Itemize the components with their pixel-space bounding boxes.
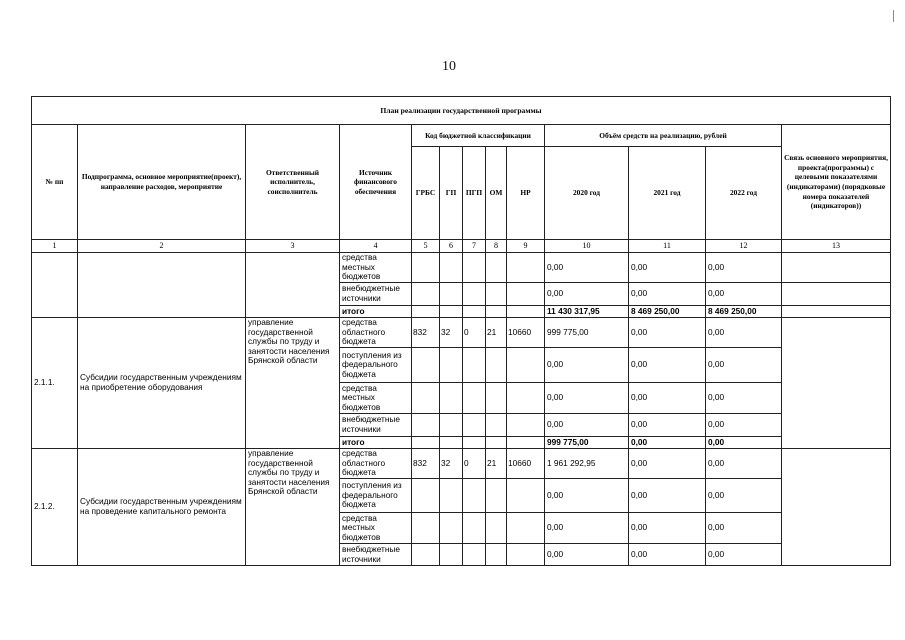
total-2021: 0,00 [629, 437, 706, 449]
total-2020: 999 775,00 [545, 437, 629, 449]
value-2021: 0,00 [629, 479, 706, 513]
plan-table [31, 96, 891, 566]
table-title: План реализации государственной программы [32, 97, 891, 125]
header-budget-code: Код бюджетной классификации [412, 125, 545, 147]
table-row [32, 449, 891, 479]
source-cell: средства местных бюджетов [340, 513, 412, 544]
table-row [32, 253, 891, 283]
total-2020: 11 430 317,95 [545, 306, 629, 318]
header-link: Связь основного мероприятия, проекта(программы) с целевыми показателями (индикаторами) (порядковые номера показателей (индикаторов)) [782, 125, 891, 240]
executor-cell: управление государственной службы по труду и занятости населения Брянской области [246, 318, 340, 449]
page-number: 10 [442, 59, 456, 74]
pgp-cell: 0 [463, 318, 486, 348]
header-2020: 2020 год [545, 147, 629, 240]
value-2021: 0,00 [629, 253, 706, 283]
source-cell: средства местных бюджетов [340, 253, 412, 283]
value-2021: 0,00 [629, 414, 706, 437]
value-2021: 0,00 [629, 348, 706, 383]
value-2021: 0,00 [629, 513, 706, 544]
value-2021: 0,00 [629, 449, 706, 479]
column-number: 4 [340, 240, 412, 253]
table-row [32, 318, 891, 348]
column-number: 6 [440, 240, 463, 253]
source-cell: итого [340, 306, 412, 318]
source-cell: средства местных бюджетов [340, 383, 412, 414]
column-number: 8 [486, 240, 507, 253]
column-number: 1 [32, 240, 78, 253]
source-cell: средства областного бюджета [340, 449, 412, 479]
value-2021: 0,00 [629, 318, 706, 348]
value-2022: 0,00 [706, 283, 782, 306]
value-2022: 0,00 [706, 383, 782, 414]
header-num: № пп [32, 125, 78, 240]
column-number: 12 [706, 240, 782, 253]
value-2022: 0,00 [706, 318, 782, 348]
value-2020: 1 961 292,95 [545, 449, 629, 479]
header-volume: Объём средств на реализацию, рублей [545, 125, 782, 147]
value-2022: 0,00 [706, 348, 782, 383]
value-2020: 999 775,00 [545, 318, 629, 348]
scan-mark [893, 10, 894, 22]
source-cell: итого [340, 437, 412, 449]
value-2020: 0,00 [545, 253, 629, 283]
header-source: Источник финансового обеспечения [340, 125, 412, 240]
column-number: 9 [507, 240, 545, 253]
header-np: НР [507, 147, 545, 240]
column-number: 2 [78, 240, 246, 253]
column-number: 5 [412, 240, 440, 253]
value-2020: 0,00 [545, 544, 629, 566]
total-2022: 0,00 [706, 437, 782, 449]
value-2020: 0,00 [545, 283, 629, 306]
executor-cell: управление государственной службы по труду и занятости населения Брянской области [246, 449, 340, 566]
np-cell: 10660 [507, 449, 545, 479]
grbs-cell: 832 [412, 318, 440, 348]
value-2022: 0,00 [706, 479, 782, 513]
header-pgp: ПГП [463, 147, 486, 240]
total-2022: 8 469 250,00 [706, 306, 782, 318]
source-cell: поступления из федерального бюджета [340, 348, 412, 383]
header-gp: ГП [440, 147, 463, 240]
value-2022: 0,00 [706, 253, 782, 283]
source-cell: поступления из федерального бюджета [340, 479, 412, 513]
column-number: 7 [463, 240, 486, 253]
value-2021: 0,00 [629, 544, 706, 566]
header-om: ОМ [486, 147, 507, 240]
om-cell: 21 [486, 318, 507, 348]
header-grbs: ГРБС [412, 147, 440, 240]
value-2022: 0,00 [706, 544, 782, 566]
value-2020: 0,00 [545, 348, 629, 383]
source-cell: внебюджетные источники [340, 414, 412, 437]
column-number: 13 [782, 240, 891, 253]
om-cell: 21 [486, 449, 507, 479]
value-2022: 0,00 [706, 414, 782, 437]
value-2020: 0,00 [545, 513, 629, 544]
value-2020: 0,00 [545, 479, 629, 513]
source-cell: средства областного бюджета [340, 318, 412, 348]
value-2021: 0,00 [629, 383, 706, 414]
subprogram-cell: Субсидии государственным учреждениям на проведение капитального ремонта [78, 449, 246, 566]
header-2022: 2022 год [706, 147, 782, 240]
header-executor: Ответственный исполнитель, соисполнитель [246, 125, 340, 240]
column-number-row [32, 240, 891, 253]
row-number: 2.1.2. [32, 449, 78, 566]
total-2021: 8 469 250,00 [629, 306, 706, 318]
subprogram-cell: Субсидии государственным учреждениям на приобретение оборудования [78, 318, 246, 449]
gp-cell: 32 [440, 318, 463, 348]
value-2020: 0,00 [545, 414, 629, 437]
header-subprogram: Подпрограмма, основное мероприятие(проект), направление расходов, мероприятие [78, 125, 246, 240]
grbs-cell: 832 [412, 449, 440, 479]
value-2022: 0,00 [706, 449, 782, 479]
value-2022: 0,00 [706, 513, 782, 544]
column-number: 10 [545, 240, 629, 253]
source-cell: внебюджетные источники [340, 544, 412, 566]
gp-cell: 32 [440, 449, 463, 479]
column-number: 11 [629, 240, 706, 253]
value-2020: 0,00 [545, 383, 629, 414]
pgp-cell: 0 [463, 449, 486, 479]
np-cell: 10660 [507, 318, 545, 348]
source-cell: внебюджетные источники [340, 283, 412, 306]
row-number: 2.1.1. [32, 318, 78, 449]
value-2021: 0,00 [629, 283, 706, 306]
header-2021: 2021 год [629, 147, 706, 240]
column-number: 3 [246, 240, 340, 253]
